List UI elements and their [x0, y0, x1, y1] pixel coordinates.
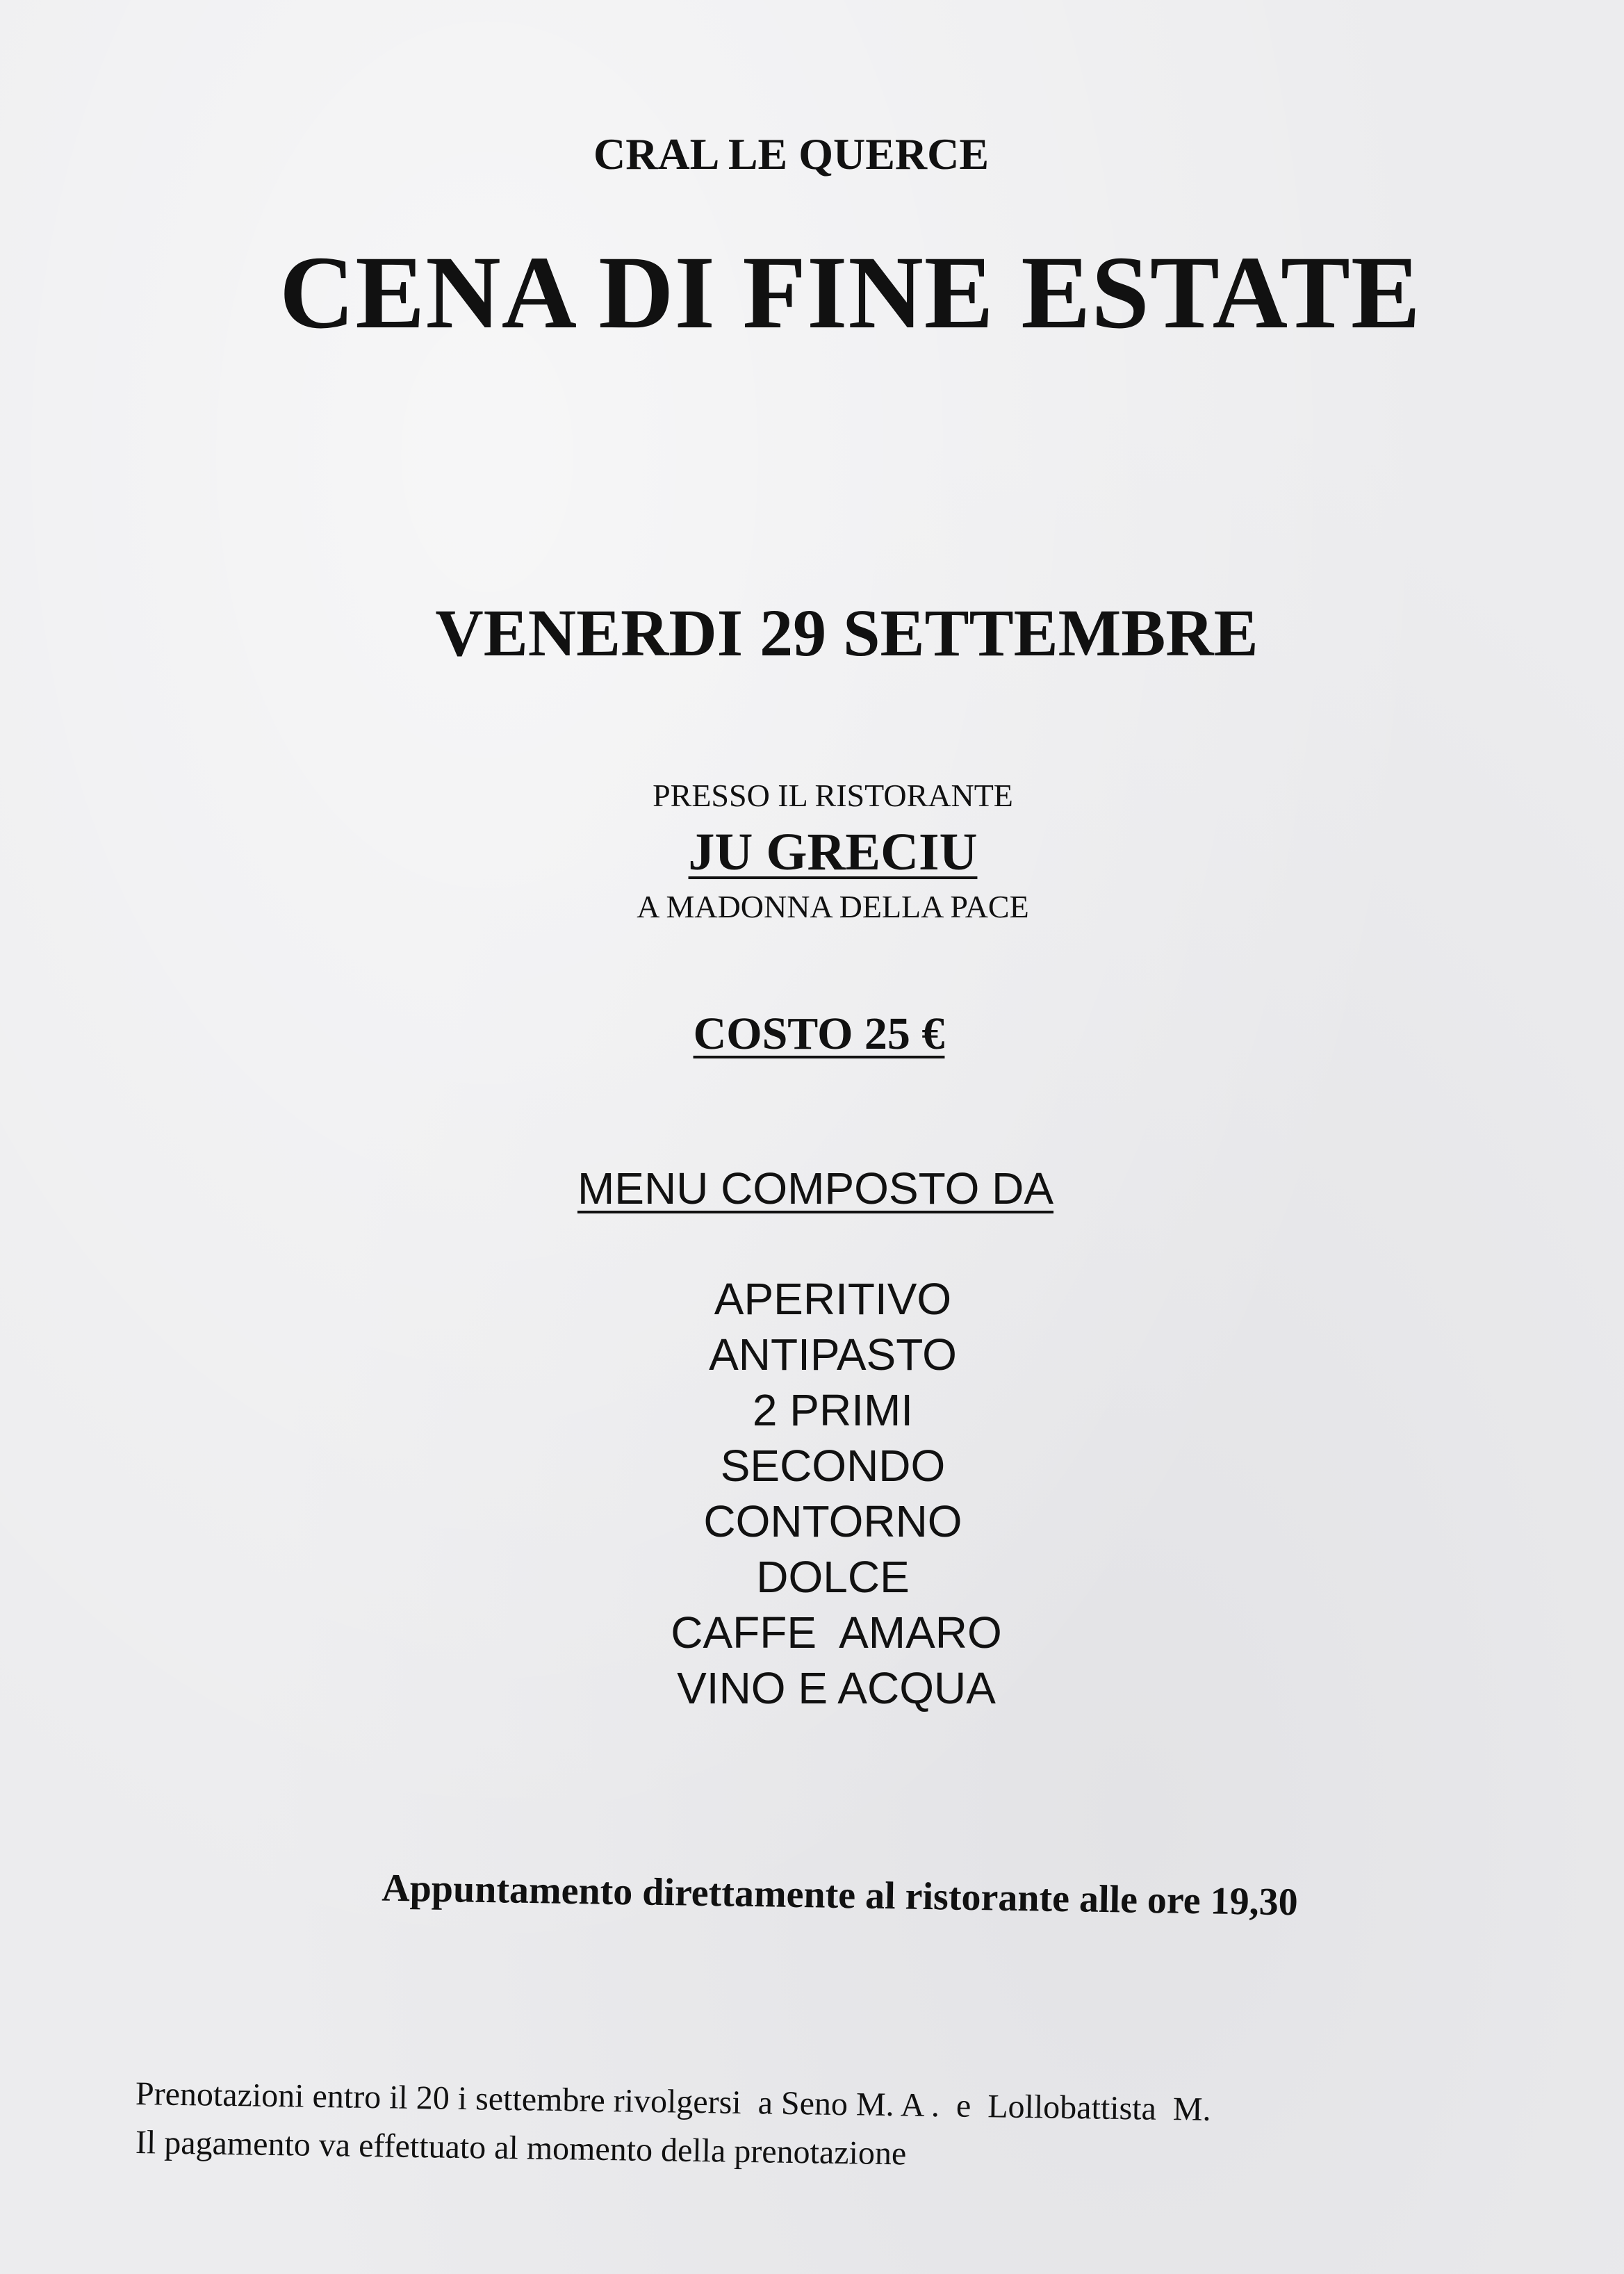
event-date: VENERDI 29 SETTEMBRE	[435, 596, 1258, 670]
payment-note: Il pagamento va effettuato al momento della prenotazione	[135, 2124, 907, 2173]
event-cost	[7, 1008, 1624, 1061]
menu-item: CAFFE AMARO	[671, 1608, 1002, 1658]
appointment-note: Appuntamento direttamente al ristorante alle ore 19,30	[381, 1866, 1299, 1924]
venue-location: A MADONNA DELLA PACE	[637, 889, 1029, 924]
organization-name: CRAL LE QUERCE	[593, 129, 989, 179]
menu-item: CONTORNO	[703, 1496, 962, 1546]
menu-item: SECONDO	[720, 1441, 946, 1491]
venue-intro: PRESSO IL RISTORANTE	[653, 778, 1013, 813]
menu-item: ANTIPASTO	[709, 1330, 957, 1380]
menu-item: APERITIVO	[714, 1274, 952, 1324]
restaurant-name	[21, 822, 1624, 883]
menu-item: 2 PRIMI	[752, 1385, 914, 1435]
reservation-note: Prenotazioni entro il 20 i settembre rivolgersi a Seno M. A . e Lollobattista M.	[135, 2075, 1211, 2128]
restaurant-name-text: JU GRECIU	[688, 823, 978, 881]
menu-heading	[3, 1163, 1624, 1214]
event-title: CENA DI FINE ESTATE	[279, 235, 1421, 350]
menu-item: VINO E ACQUA	[677, 1663, 996, 1713]
menu-item: DOLCE	[756, 1552, 910, 1602]
menu-heading-text: MENU COMPOSTO DA	[577, 1163, 1054, 1213]
event-cost-text: COSTO 25 €	[693, 1008, 945, 1059]
